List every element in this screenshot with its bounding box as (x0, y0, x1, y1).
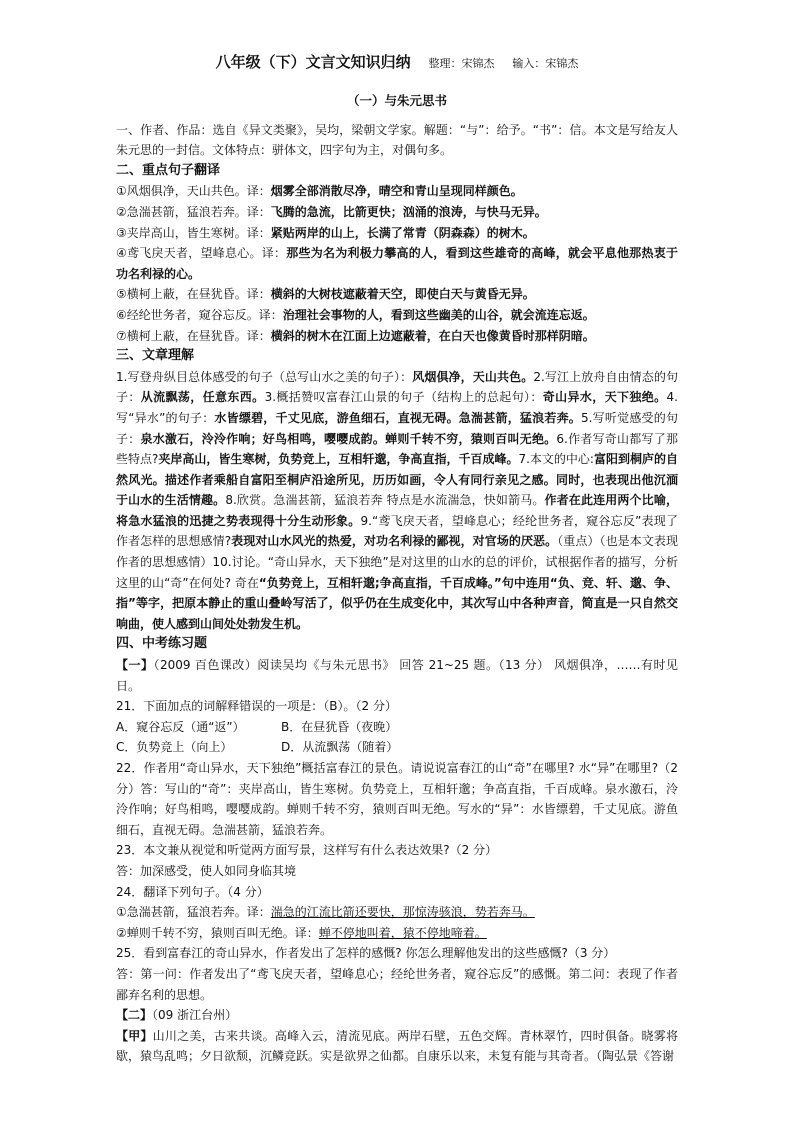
question-24-item (116, 923, 678, 944)
comprehension-answer: “负势竞上，互相轩邈;争高直指，千百成峰。”句中连用“负、竞、轩、邈、争、指”等字，把原本静止的重山叠岭写活了，似乎仍在生成变化中，其次写山中各种声音，简直是一只自然交响曲，使人感到山间处处勃发生机。 (116, 575, 678, 631)
comprehension-answer: 泉水激石，泠泠作响；好鸟相鸣，嘤嘤成韵。蝉则千转不穷，猿则百叫无绝。 (140, 431, 557, 446)
exercise-2-intro (116, 1005, 678, 1026)
question-22: 22．作者用“奇山异水，天下独绝”概括富春江的景色。请说说富春江的山“奇”在哪里? 水“异”在哪里?（2 分）答：写山的“奇”：夹岸高山，皆生寒树。负势竞上，互相轩邈；争高直指，千百成峰。泉水激石，泠泠作响；好鸟相鸣，嘤嘤成韵。蝉则千转不穷，猿则百叫无绝。写水的“异”：水皆缥碧，千丈见底。游鱼细石，直视无碍。急湍甚箭，猛浪若奔。 (116, 761, 678, 837)
passage-tag: 【甲】 (116, 1028, 153, 1043)
section-title: （一）与朱元思书 (346, 93, 447, 108)
question-25: 25．看到富春江的奇山异水，作者发出了怎样的感慨? 你怎么理解他发出的这些感慨?（3 分） (116, 946, 616, 961)
translation-answer: 治理社会事物的人，看到这些幽美的山谷，就会流连忘返。 (282, 307, 595, 322)
translation-item (116, 243, 678, 284)
comprehension-answer: 作者在此连用两个比喻，将急水猛浪的迅捷之势表现得十分生动形象。 (116, 493, 678, 528)
comprehension-text: （重点）（也是本文表现作者的思想感情）10.讨论。“奇山异水，天下独绝”是对这里的山水的总的评价，试根据作者的描写，分析这里的山“奇”在何处? 奇在 (116, 534, 678, 590)
header (116, 50, 678, 76)
option-d: D．从流飘荡（随着） (281, 740, 399, 755)
exercise-intro-text: （2009 百色课改）阅读吴均《与朱元思书》 回答 21~25 题。（13 分） 风烟俱净，……有时见日。 (116, 658, 678, 693)
comprehension-text: 5.写听觉感受的句子： (116, 410, 679, 446)
translation-question: ①风烟俱净，天山共色。译： (116, 184, 271, 199)
comprehension-text: 4.写“异水”的句子： (116, 390, 678, 425)
comprehension-answer: 奇山异水，天下独绝。 (542, 390, 667, 405)
option-b: B．在昼犹昏（夜晚） (281, 719, 398, 734)
organizer-credit: 整理：宋锦杰 (428, 57, 495, 70)
exercise-intro-text: （09 浙江台州） (152, 1008, 238, 1023)
translation-answer: 飞腾的急流，比箭更快；汹涌的浪涛，与快马无异。 (270, 204, 547, 219)
question-23: 23．本文兼从视觉和听觉两方面写景，这样写有什么表达效果?（2 分） (116, 843, 498, 858)
translation-item (116, 284, 678, 305)
comprehension-answer: 水皆缥碧，千丈见底，游鱼细石，直视无碍。急湍甚箭，猛浪若奔。 (214, 410, 582, 425)
exercise-1-intro (116, 655, 678, 696)
translation-question: ①急湍甚箭，猛浪若奔。译： (116, 905, 271, 920)
comprehension-text: 1.写登舟纵目总体感受的句子（总写山水之美的句子）： (116, 369, 413, 384)
exercises-heading: 四、中考练习题 (116, 636, 208, 652)
translation-item (116, 181, 678, 202)
question-23-answer: 答：加深感受，使人如同身临其境 (116, 863, 297, 878)
comprehension-answer: 表现对山水风光的热爱，对功名利禄的鄙视，对官场的厌恶。 (231, 534, 558, 549)
question-24-item (116, 902, 678, 923)
translation-question: ②蝉则千转不穷，猿则百叫无绝。译： (116, 925, 319, 940)
exercise-tag: 【二】 (116, 1008, 153, 1023)
exercise-tag: 【一】 (116, 658, 154, 673)
question-21-options-row (116, 737, 678, 758)
question-24: 24．翻译下列句子。（4 分） (116, 884, 269, 899)
option-a: A．窥谷忘反（通“返”） (116, 719, 245, 734)
translation-answer: 蝉不停地叫着，猿不停地啼着。 (318, 925, 487, 940)
comprehension-answer: 夹岸高山，皆生寒树，负势竞上，互相轩邈，争高直指，千百成峰。 (158, 452, 519, 467)
comprehension-text: 3.概括赞叹富春江山景的句子（结构上的总起句）： (264, 390, 543, 405)
question-25-answer: 答：第一问：作者发出了“鸢飞戾天者，望峰息心；经纶世务者，窥谷忘反”的感慨。第二问：表现了作者鄙弃名利的思想。 (116, 966, 678, 1002)
comprehension-paragraph (116, 367, 678, 635)
translation-answer: 紧贴两岸的山上，长满了常青（阴森森）的树木。 (270, 225, 535, 240)
comprehension-text: 7.本文的中心: (518, 452, 594, 467)
translation-answer: 横斜的大树枝遮蔽着天空，即使白天与黄昏无异。 (270, 287, 535, 302)
translation-question: ②急湍甚箭，猛浪若奔。译： (116, 204, 271, 219)
translation-question: ⑦横柯上蔽，在昼犹昏。译： (116, 328, 271, 343)
translation-item (116, 305, 678, 326)
inputter-credit: 输入：宋锦杰 (512, 57, 579, 70)
translation-answer: 那些为名为利极力攀高的人，看到这些雄奇的高峰，就会平息他那热衷于功名利禄的心。 (116, 246, 678, 281)
translation-answer: 湍急的江流比箭还要快，那惊涛骇浪，势若奔马。 (270, 905, 535, 920)
document-title: 八年级（下）文言文知识归纳 (215, 53, 411, 71)
translation-answer: 横斜的树木在江面上边遮蔽着，在白天也像黄昏时那样阴暗。 (270, 328, 595, 343)
translation-question: ③夹岸高山，皆生寒树。译： (116, 225, 271, 240)
translation-item (116, 202, 678, 223)
author-work-paragraph: 一、作者、作品：选自《异文类聚》，吴均，梁朝文学家。解题：“与”：给予。“书”：信。本文是写给友人朱元思的一封信。文体特点：骈体文，四字句为主，对偶句多。 (116, 122, 678, 158)
comprehension-text: 6.作者写奇山都写了那些特点? (116, 431, 678, 467)
translation-item (116, 326, 678, 347)
translation-question: ⑥经纶世务者，窥谷忘反。译： (116, 307, 283, 322)
question-21: 21．下面加点的词解释错误的一项是：（B）。（2 分） (116, 699, 397, 714)
translation-list (116, 181, 678, 346)
translation-heading: 二、重点句子翻译 (116, 162, 221, 178)
question-21-options-row (116, 717, 678, 738)
option-c: C．负势竞上（向上） (116, 740, 233, 755)
translation-item (116, 223, 678, 244)
passage-text: 山川之美，古来共谈。高峰入云，清流见底。两岸石壁，五色交辉。青林翠竹，四时俱备。晓雾将歇，猿鸟乱鸣；夕日欲颓，沉鳞竞跃。实是欲界之仙都。自康乐以来，未复有能与其奇者。（陶弘景《答谢 (116, 1028, 678, 1064)
comprehension-text: 8.欣赏。急湍甚箭，猛浪若奔 特点是水流湍急，快如箭马。 (225, 493, 545, 508)
translation-answer: 烟雾全部消散尽净，晴空和青山呈现同样颜色。 (270, 184, 523, 199)
comprehension-answer: 风烟俱净，天山共色。 (412, 369, 534, 384)
translation-question: ④鸢飞戾天者，望峰息心。译： (116, 246, 287, 261)
translation-question: ⑤横柯上蔽，在昼犹昏。译： (116, 287, 271, 302)
comprehension-heading: 三、文章理解 (116, 348, 195, 364)
comprehension-answer: 富阳到桐庐的自然风光。描述作者乘船自富阳至桐庐沿途所见，历历如画，令人有同行亲见之感。同时，也表现出他沉湎于山水的生活情趣。 (116, 452, 678, 508)
comprehension-text: 9.“鸢飞戾天者，望峰息心；经纶世务者，窥谷忘反”表现了作者怎样的思想感情? (116, 513, 678, 549)
comprehension-answer: 从流飘荡，任意东西。 (140, 390, 265, 405)
exercise-2-passage-a (116, 1026, 678, 1067)
comprehension-text: 2.写江上放舟自由情态的句子： (116, 369, 678, 405)
